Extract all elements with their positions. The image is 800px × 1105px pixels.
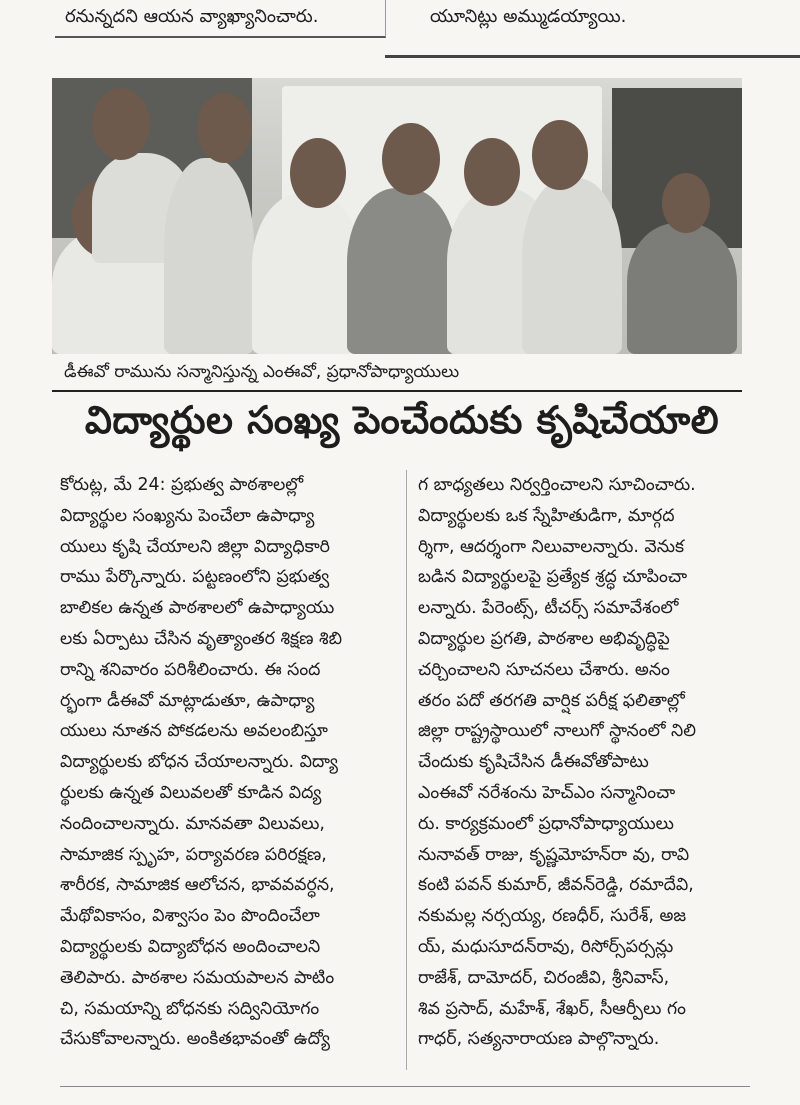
photo-person-head [92,88,150,160]
article-line: సామాజిక స్పృహ, పర్యావరణ పరిరక్షణ, [60,844,327,865]
article-line: నకుమల్ల నర్సయ్య, రణధీర్, సురేశ్, అజ [418,906,687,927]
article-column-right [418,470,758,1055]
article-line: తెలిపారు. పాఠశాల సమయపాలన పాటిం [60,967,335,988]
article-line: చేసుకోవాలన్నారు. అంకితభావంతో ఉద్యో [60,1029,330,1050]
article-line: చేందుకు కృషిచేసిన డీఈవోతోపాటు [418,752,649,773]
article-headline: విద్యార్థుల సంఖ్య పెంచేందుకు కృషిచేయాలి [84,398,720,442]
article-line: శారీరక, సామాజిక ఆలోచన, భావవవర్ధన, [60,875,335,896]
photo-person-head [382,123,440,195]
article-line: యులు నూతన పోకడలను అవలంబిస్తూ [60,721,328,742]
article-line: ర్భంగా డీఈవో మాట్లాడుతూ, ఉపాధ్యా [60,690,315,711]
article-line: విద్యార్థుల ప్రగతి, పాఠశాల అభివృద్ధిపై [418,628,670,649]
photo-caption: డీఈవో రామును సన్మానిస్తున్న ఎంఈవో, ప్రధానోపాధ్యాయులు [64,362,460,382]
photo-person-head [532,120,588,190]
article-line: లన్నారు. పేరెంట్స్, టీచర్స్ సమావేశంలో [418,598,679,619]
article-line: లకు ఏర్పాటు చేసిన వృత్యాంతర శిక్షణ శిబి [60,628,342,649]
previous-article-left-column [55,0,386,38]
previous-article-right-column [385,0,800,58]
article-line: విద్యార్థులకు విద్యాబోధన అందించాలని [60,936,321,957]
article-line: విద్యార్థులకు బోధన చేయాలన్నారు. విద్యా [60,752,338,773]
previous-article-tail [0,0,800,55]
article-line: కంటి పవన్ కుమార్, జీవన్‌రెడ్డి, రమాదేవి, [418,875,694,896]
article-line: విద్యార్థుల సంఖ్యను పెంచేలా ఉపాధ్యా [60,505,315,526]
photo-person [522,178,622,354]
article-line: ర్శిగా, ఆదర్శంగా నిలువాలన్నారు. వెనుక [418,536,685,557]
article-line: ర్థులకు ఉన్నత విలువలతో కూడిన విద్య [60,782,322,803]
previous-article-right-text: యూనిట్లు అమ్ముడయ్యాయి. [430,6,627,27]
article-line: యులు కృషి చేయాలని జిల్లా విద్యాధికారి [60,536,330,557]
photo-person [164,158,254,354]
article-column-left [60,470,400,1055]
article-line: బడిన విద్యార్థులపై ప్రత్యేక శ్రద్ధ చూపించా [418,567,688,588]
article-line: చి, సమయాన్ని బోధనకు సద్వినియోగం [60,998,320,1019]
photo-person [252,193,362,354]
article-line: చర్చించాలని సూచనలు చేశారు. అనం [418,659,670,680]
article-line: నునావత్ రాజు, కృష్ణమోహన్‌రా వు, రావి [418,844,690,865]
article-line: గ బాధ్యతలు నిర్వర్తించాలని సూచించారు. [418,475,696,495]
article-line: రాజేశ్, దామోదర్, చిరంజీవి, శ్రీనివాస్, [418,967,670,988]
article-line: విద్యార్థులకు ఒక స్నేహితుడిగా, మార్గద [418,505,675,526]
column-divider [406,470,407,1070]
article-line: రాము పేర్కొన్నారు. పట్టణంలోని ప్రభుత్వ [60,567,330,588]
article-line: రు. కార్యక్రమంలో ప్రధానోపాధ్యాయులు [418,813,674,834]
news-photo [52,78,742,354]
article-line: గాధర్, సత్యనారాయణ పాల్గొన్నారు. [418,1029,660,1050]
article-line: తరం పదో తరగతి వార్షిక పరీక్ష ఫలితాల్లో [418,690,685,711]
article-line: జిల్లా రాష్ట్రస్థాయిలో నాలుగో స్థానంలో నిలి [418,721,696,742]
photo-person-head [464,138,520,206]
previous-article-left-text: రనున్నదని ఆయన వ్యాఖ్యానించారు. [65,6,319,27]
photo-person [347,188,457,354]
article-line: బాలికల ఉన్నత పాఠశాలలో ఉపాధ్యాయు [60,598,335,619]
photo-caption-row [52,356,742,392]
photo-person-head [662,173,710,233]
photo-person-head [197,93,252,163]
photo-person-head [290,138,346,208]
photo-person [627,223,737,354]
article-line: య్, మధుసూదన్‌రావు, రిసోర్స్‌పర్సన్లు [418,936,674,957]
article-line: ఎంఈవో నరేశంను హెచ్ఎం సన్మానించా [418,782,676,803]
article-line: రాన్ని శనివారం పరిశీలించారు. ఈ సంద [60,659,321,680]
article-line: కోరుట్ల, మే 24: ప్రభుత్వ పాఠశాలల్లో [60,475,304,495]
article-line: మేథోవికాసం, విశ్వాసం పెం పొందించేలా [60,906,320,927]
article-line: నందించాలన్నారు. మానవతా విలువలు, [60,813,325,834]
bottom-rule [60,1086,750,1087]
article-line: శివ ప్రసాద్, మహేశ్, శేఖర్, సీఆర్పీలు గం [418,998,686,1019]
